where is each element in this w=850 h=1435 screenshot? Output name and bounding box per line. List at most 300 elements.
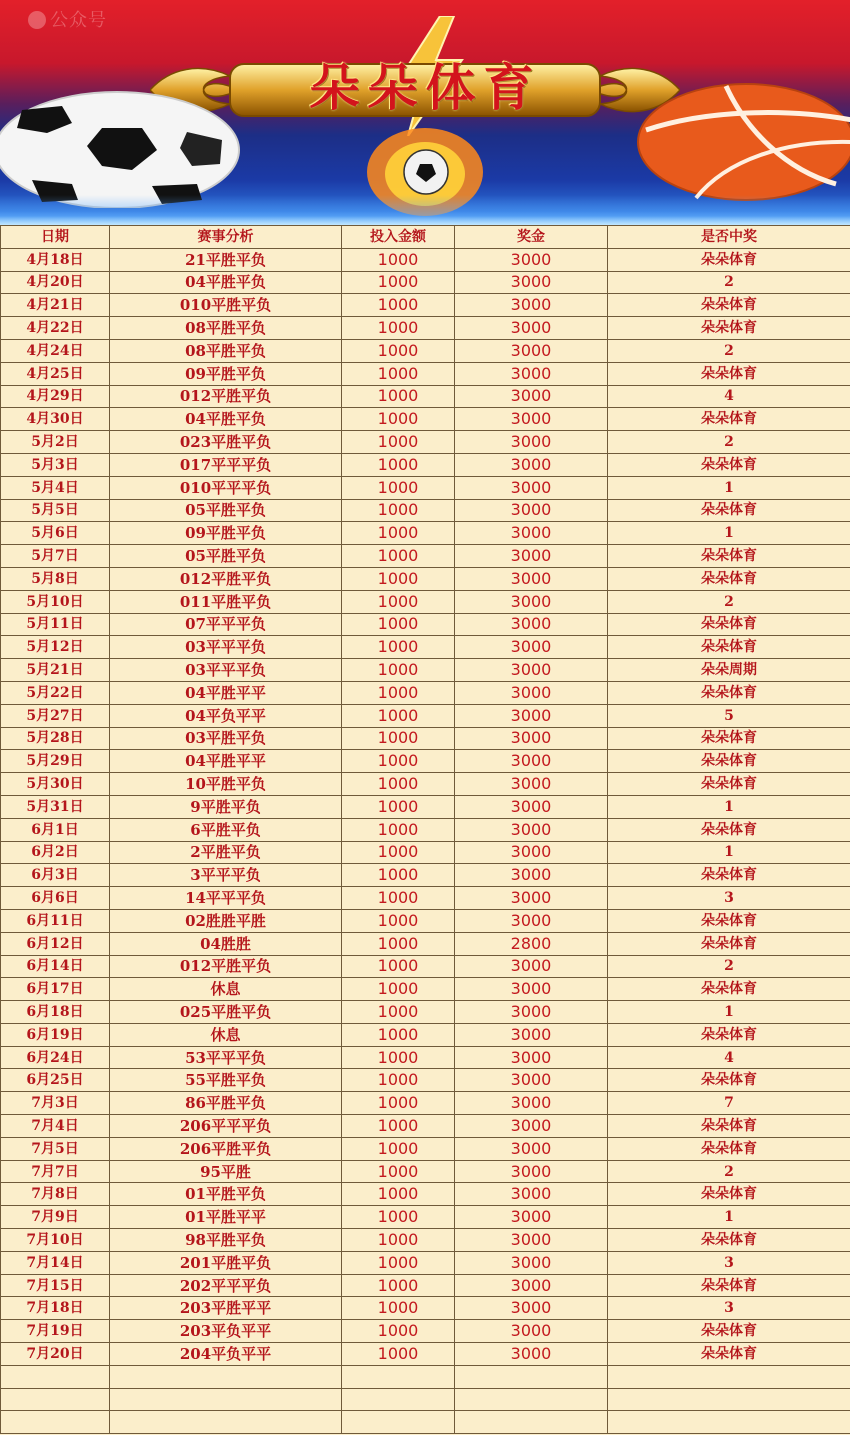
prize-cell: 3000 (455, 1320, 608, 1343)
table-row (1, 1411, 850, 1434)
results-table (0, 225, 850, 1434)
table-row (1, 613, 850, 636)
table-row (1, 1069, 850, 1092)
stake-cell: 1000 (342, 1320, 455, 1343)
stake-cell: 1000 (342, 545, 455, 568)
date-cell: 5月28日 (1, 727, 110, 750)
date-cell: 5月30日 (1, 773, 110, 796)
table-row (1, 453, 850, 476)
analysis-cell: 03平平平负 (110, 659, 342, 682)
analysis-cell: 01平胜平平 (110, 1206, 342, 1229)
analysis-cell: 休息 (110, 978, 342, 1001)
stake-cell (342, 1388, 455, 1411)
prize-cell: 3000 (455, 727, 608, 750)
win-cell: 2 (608, 339, 850, 362)
prize-cell: 3000 (455, 681, 608, 704)
date-cell: 5月12日 (1, 636, 110, 659)
analysis-cell: 011平胜平负 (110, 590, 342, 613)
win-cell: 朵朵体育 (608, 932, 850, 955)
table-row (1, 978, 850, 1001)
date-cell: 7月14日 (1, 1251, 110, 1274)
win-cell: 2 (608, 1160, 850, 1183)
date-cell: 7月5日 (1, 1137, 110, 1160)
table-row (1, 499, 850, 522)
stake-cell: 1000 (342, 795, 455, 818)
win-cell: 1 (608, 795, 850, 818)
table-row (1, 659, 850, 682)
stake-cell: 1000 (342, 431, 455, 454)
prize-cell: 3000 (455, 1092, 608, 1115)
table-row (1, 545, 850, 568)
analysis-cell: 04平负平平 (110, 704, 342, 727)
table-row (1, 1297, 850, 1320)
date-cell: 5月4日 (1, 476, 110, 499)
date-cell: 5月5日 (1, 499, 110, 522)
analysis-cell: 53平平平负 (110, 1046, 342, 1069)
win-cell: 7 (608, 1092, 850, 1115)
table-row (1, 1115, 850, 1138)
header-prize: 奖金 (455, 226, 608, 249)
table-row (1, 294, 850, 317)
analysis-cell: 010平胜平负 (110, 294, 342, 317)
prize-cell: 3000 (455, 636, 608, 659)
stake-cell: 1000 (342, 362, 455, 385)
date-cell: 7月19日 (1, 1320, 110, 1343)
stake-cell: 1000 (342, 499, 455, 522)
date-cell: 7月8日 (1, 1183, 110, 1206)
date-cell: 5月29日 (1, 750, 110, 773)
stake-cell: 1000 (342, 1206, 455, 1229)
table-row (1, 408, 850, 431)
analysis-cell: 012平胜平负 (110, 385, 342, 408)
table-row (1, 271, 850, 294)
analysis-cell: 休息 (110, 1023, 342, 1046)
win-cell: 1 (608, 522, 850, 545)
date-cell: 4月25日 (1, 362, 110, 385)
prize-cell: 3000 (455, 1251, 608, 1274)
win-cell: 朵朵体育 (608, 636, 850, 659)
win-cell: 1 (608, 1206, 850, 1229)
date-cell: 7月10日 (1, 1229, 110, 1252)
date-cell: 5月10日 (1, 590, 110, 613)
win-cell: 朵朵体育 (608, 408, 850, 431)
stake-cell: 1000 (342, 659, 455, 682)
analysis-cell: 010平平平负 (110, 476, 342, 499)
table-row (1, 932, 850, 955)
win-cell: 朵朵体育 (608, 317, 850, 340)
prize-cell: 3000 (455, 1046, 608, 1069)
prize-cell: 3000 (455, 294, 608, 317)
analysis-cell (110, 1365, 342, 1388)
stake-cell: 1000 (342, 1343, 455, 1366)
date-cell: 4月22日 (1, 317, 110, 340)
win-cell: 朵朵体育 (608, 453, 850, 476)
table-row (1, 864, 850, 887)
win-cell: 4 (608, 1046, 850, 1069)
date-cell: 6月6日 (1, 887, 110, 910)
table-row (1, 1137, 850, 1160)
table-row (1, 750, 850, 773)
analysis-cell: 05平胜平负 (110, 499, 342, 522)
prize-cell: 3000 (455, 773, 608, 796)
date-cell: 7月7日 (1, 1160, 110, 1183)
stake-cell: 1000 (342, 909, 455, 932)
stake-cell: 1000 (342, 773, 455, 796)
table-row (1, 590, 850, 613)
table-header-row (1, 226, 850, 249)
header-win: 是否中奖 (608, 226, 850, 249)
win-cell: 朵朵体育 (608, 545, 850, 568)
table-row (1, 727, 850, 750)
prize-cell: 3000 (455, 1160, 608, 1183)
prize-cell: 3000 (455, 522, 608, 545)
stake-cell: 1000 (342, 818, 455, 841)
stake-cell: 1000 (342, 294, 455, 317)
date-cell: 6月11日 (1, 909, 110, 932)
table-row (1, 1046, 850, 1069)
date-cell: 5月27日 (1, 704, 110, 727)
table-row (1, 1183, 850, 1206)
win-cell: 2 (608, 955, 850, 978)
prize-cell: 3000 (455, 978, 608, 1001)
win-cell: 朵朵体育 (608, 864, 850, 887)
stake-cell: 1000 (342, 750, 455, 773)
analysis-cell (110, 1388, 342, 1411)
basketball-icon (636, 80, 850, 210)
date-cell: 5月21日 (1, 659, 110, 682)
stake-cell: 1000 (342, 453, 455, 476)
table-body (1, 248, 850, 1433)
prize-cell (455, 1388, 608, 1411)
prize-cell: 3000 (455, 385, 608, 408)
prize-cell: 3000 (455, 1297, 608, 1320)
table-row (1, 1092, 850, 1115)
win-cell: 朵朵体育 (608, 362, 850, 385)
win-cell: 朵朵体育 (608, 499, 850, 522)
prize-cell: 3000 (455, 567, 608, 590)
win-cell: 1 (608, 476, 850, 499)
prize-cell (455, 1365, 608, 1388)
prize-cell: 3000 (455, 1137, 608, 1160)
table-row (1, 385, 850, 408)
win-cell: 朵朵体育 (608, 1137, 850, 1160)
table-row (1, 1274, 850, 1297)
date-cell: 7月20日 (1, 1343, 110, 1366)
analysis-cell: 04平胜平负 (110, 271, 342, 294)
prize-cell: 3000 (455, 590, 608, 613)
stake-cell: 1000 (342, 522, 455, 545)
stake-cell: 1000 (342, 1115, 455, 1138)
stake-cell: 1000 (342, 955, 455, 978)
win-cell: 2 (608, 431, 850, 454)
prize-cell: 3000 (455, 545, 608, 568)
win-cell: 朵朵体育 (608, 681, 850, 704)
date-cell: 4月20日 (1, 271, 110, 294)
stake-cell: 1000 (342, 476, 455, 499)
prize-cell: 3000 (455, 1229, 608, 1252)
light-ray (0, 195, 850, 225)
stake-cell: 1000 (342, 1229, 455, 1252)
win-cell: 2 (608, 590, 850, 613)
stake-cell: 1000 (342, 978, 455, 1001)
prize-cell: 3000 (455, 1069, 608, 1092)
win-cell: 朵朵体育 (608, 978, 850, 1001)
table-row (1, 887, 850, 910)
date-cell: 6月17日 (1, 978, 110, 1001)
prize-cell: 3000 (455, 1183, 608, 1206)
stake-cell: 1000 (342, 636, 455, 659)
prize-cell: 3000 (455, 339, 608, 362)
win-cell: 朵朵体育 (608, 1069, 850, 1092)
win-cell (608, 1365, 850, 1388)
analysis-cell: 03平平平负 (110, 636, 342, 659)
date-cell: 5月31日 (1, 795, 110, 818)
win-cell: 朵朵体育 (608, 727, 850, 750)
analysis-cell: 04平胜平负 (110, 408, 342, 431)
table-row (1, 362, 850, 385)
prize-cell: 3000 (455, 317, 608, 340)
table-row (1, 909, 850, 932)
stake-cell: 1000 (342, 887, 455, 910)
stake-cell: 1000 (342, 932, 455, 955)
prize-cell: 3000 (455, 431, 608, 454)
win-cell: 4 (608, 385, 850, 408)
win-cell: 朵朵体育 (608, 909, 850, 932)
analysis-cell: 204平负平平 (110, 1343, 342, 1366)
analysis-cell (110, 1411, 342, 1434)
stake-cell (342, 1365, 455, 1388)
date-cell: 7月9日 (1, 1206, 110, 1229)
win-cell: 朵朵体育 (608, 1023, 850, 1046)
prize-cell: 3000 (455, 499, 608, 522)
soccer-ball-icon (0, 88, 242, 208)
date-cell: 6月1日 (1, 818, 110, 841)
win-cell: 朵朵周期 (608, 659, 850, 682)
win-cell: 朵朵体育 (608, 1274, 850, 1297)
prize-cell: 3000 (455, 887, 608, 910)
analysis-cell: 203平胜平平 (110, 1297, 342, 1320)
stake-cell: 1000 (342, 613, 455, 636)
analysis-cell: 9平胜平负 (110, 795, 342, 818)
analysis-cell: 3平平平负 (110, 864, 342, 887)
table-row (1, 339, 850, 362)
date-cell: 5月2日 (1, 431, 110, 454)
win-cell: 朵朵体育 (608, 1183, 850, 1206)
win-cell: 朵朵体育 (608, 567, 850, 590)
win-cell: 朵朵体育 (608, 1229, 850, 1252)
table-row (1, 1206, 850, 1229)
table-row (1, 1160, 850, 1183)
prize-cell: 3000 (455, 408, 608, 431)
date-cell: 6月24日 (1, 1046, 110, 1069)
analysis-cell: 202平平平负 (110, 1274, 342, 1297)
stake-cell (342, 1411, 455, 1434)
date-cell: 6月19日 (1, 1023, 110, 1046)
analysis-cell: 203平负平平 (110, 1320, 342, 1343)
stake-cell: 1000 (342, 681, 455, 704)
prize-cell: 3000 (455, 818, 608, 841)
table-row (1, 248, 850, 271)
date-cell: 5月7日 (1, 545, 110, 568)
win-cell (608, 1411, 850, 1434)
win-cell: 朵朵体育 (608, 294, 850, 317)
table-row (1, 431, 850, 454)
table-row (1, 1365, 850, 1388)
analysis-cell: 04平胜平平 (110, 750, 342, 773)
win-cell: 朵朵体育 (608, 1115, 850, 1138)
analysis-cell: 206平胜平负 (110, 1137, 342, 1160)
table-row (1, 1343, 850, 1366)
date-cell: 7月15日 (1, 1274, 110, 1297)
table-row (1, 476, 850, 499)
header-analysis: 赛事分析 (110, 226, 342, 249)
watermark (28, 6, 107, 32)
win-cell: 3 (608, 1297, 850, 1320)
stake-cell: 1000 (342, 271, 455, 294)
stake-cell: 1000 (342, 864, 455, 887)
table-row (1, 818, 850, 841)
table-row (1, 681, 850, 704)
date-cell: 4月24日 (1, 339, 110, 362)
stake-cell: 1000 (342, 385, 455, 408)
stake-cell: 1000 (342, 1251, 455, 1274)
prize-cell: 3000 (455, 659, 608, 682)
prize-cell: 3000 (455, 909, 608, 932)
stake-cell: 1000 (342, 1069, 455, 1092)
win-cell: 朵朵体育 (608, 248, 850, 271)
prize-cell: 3000 (455, 362, 608, 385)
stake-cell: 1000 (342, 727, 455, 750)
analysis-cell: 08平胜平负 (110, 339, 342, 362)
stake-cell: 1000 (342, 1137, 455, 1160)
analysis-cell: 206平平平负 (110, 1115, 342, 1138)
prize-cell: 3000 (455, 864, 608, 887)
date-cell: 5月22日 (1, 681, 110, 704)
stake-cell: 1000 (342, 567, 455, 590)
prize-cell: 3000 (455, 613, 608, 636)
win-cell: 2 (608, 271, 850, 294)
header-banner (0, 0, 850, 225)
analysis-cell: 86平胜平负 (110, 1092, 342, 1115)
stake-cell: 1000 (342, 590, 455, 613)
analysis-cell: 05平胜平负 (110, 545, 342, 568)
win-cell: 朵朵体育 (608, 613, 850, 636)
table-row (1, 955, 850, 978)
analysis-cell: 55平胜平负 (110, 1069, 342, 1092)
stake-cell: 1000 (342, 1274, 455, 1297)
analysis-cell: 10平胜平负 (110, 773, 342, 796)
table-row (1, 841, 850, 864)
stake-cell: 1000 (342, 1160, 455, 1183)
stake-cell: 1000 (342, 704, 455, 727)
table-row (1, 1001, 850, 1024)
stake-cell: 1000 (342, 339, 455, 362)
prize-cell: 3000 (455, 1274, 608, 1297)
date-cell: 7月4日 (1, 1115, 110, 1138)
wechat-icon (28, 11, 46, 29)
table-row (1, 1388, 850, 1411)
table-row (1, 567, 850, 590)
date-cell: 7月18日 (1, 1297, 110, 1320)
win-cell: 朵朵体育 (608, 1320, 850, 1343)
table-row (1, 1251, 850, 1274)
date-cell: 4月29日 (1, 385, 110, 408)
analysis-cell: 09平胜平负 (110, 522, 342, 545)
stake-cell: 1000 (342, 1297, 455, 1320)
watermark-text: 公众号 (50, 10, 107, 31)
table-row (1, 795, 850, 818)
prize-cell (455, 1411, 608, 1434)
stake-cell: 1000 (342, 1092, 455, 1115)
analysis-cell: 201平胜平负 (110, 1251, 342, 1274)
analysis-cell: 01平胜平负 (110, 1183, 342, 1206)
analysis-cell: 03平胜平负 (110, 727, 342, 750)
prize-cell: 3000 (455, 1115, 608, 1138)
prize-cell: 3000 (455, 795, 608, 818)
prize-cell: 2800 (455, 932, 608, 955)
date-cell: 5月8日 (1, 567, 110, 590)
stake-cell: 1000 (342, 841, 455, 864)
date-cell (1, 1411, 110, 1434)
prize-cell: 3000 (455, 750, 608, 773)
analysis-cell: 2平胜平负 (110, 841, 342, 864)
analysis-cell: 21平胜平负 (110, 248, 342, 271)
prize-cell: 3000 (455, 704, 608, 727)
table-row (1, 1023, 850, 1046)
date-cell: 5月6日 (1, 522, 110, 545)
analysis-cell: 017平平平负 (110, 453, 342, 476)
prize-cell: 3000 (455, 1001, 608, 1024)
date-cell: 4月30日 (1, 408, 110, 431)
analysis-cell: 07平平平负 (110, 613, 342, 636)
date-cell: 5月11日 (1, 613, 110, 636)
stake-cell: 1000 (342, 1023, 455, 1046)
analysis-cell: 14平平平负 (110, 887, 342, 910)
date-cell: 4月18日 (1, 248, 110, 271)
stake-cell: 1000 (342, 317, 455, 340)
stake-cell: 1000 (342, 1046, 455, 1069)
analysis-cell: 08平胜平负 (110, 317, 342, 340)
page-title: 朵朵体育 (309, 58, 542, 117)
stake-cell: 1000 (342, 1183, 455, 1206)
prize-cell: 3000 (455, 841, 608, 864)
date-cell: 7月3日 (1, 1092, 110, 1115)
prize-cell: 3000 (455, 1023, 608, 1046)
win-cell: 3 (608, 887, 850, 910)
analysis-cell: 6平胜平负 (110, 818, 342, 841)
analysis-cell: 012平胜平负 (110, 567, 342, 590)
win-cell (608, 1388, 850, 1411)
analysis-cell: 95平胜 (110, 1160, 342, 1183)
prize-cell: 3000 (455, 476, 608, 499)
prize-cell: 3000 (455, 248, 608, 271)
analysis-cell: 023平胜平负 (110, 431, 342, 454)
date-cell: 6月18日 (1, 1001, 110, 1024)
table-row (1, 522, 850, 545)
date-cell (1, 1388, 110, 1411)
date-cell: 6月25日 (1, 1069, 110, 1092)
stake-cell: 1000 (342, 248, 455, 271)
analysis-cell: 02胜胜平胜 (110, 909, 342, 932)
win-cell: 5 (608, 704, 850, 727)
win-cell: 1 (608, 841, 850, 864)
analysis-cell: 04平胜平平 (110, 681, 342, 704)
table-row (1, 636, 850, 659)
table-row (1, 773, 850, 796)
date-cell: 6月12日 (1, 932, 110, 955)
win-cell: 3 (608, 1251, 850, 1274)
table-row (1, 704, 850, 727)
